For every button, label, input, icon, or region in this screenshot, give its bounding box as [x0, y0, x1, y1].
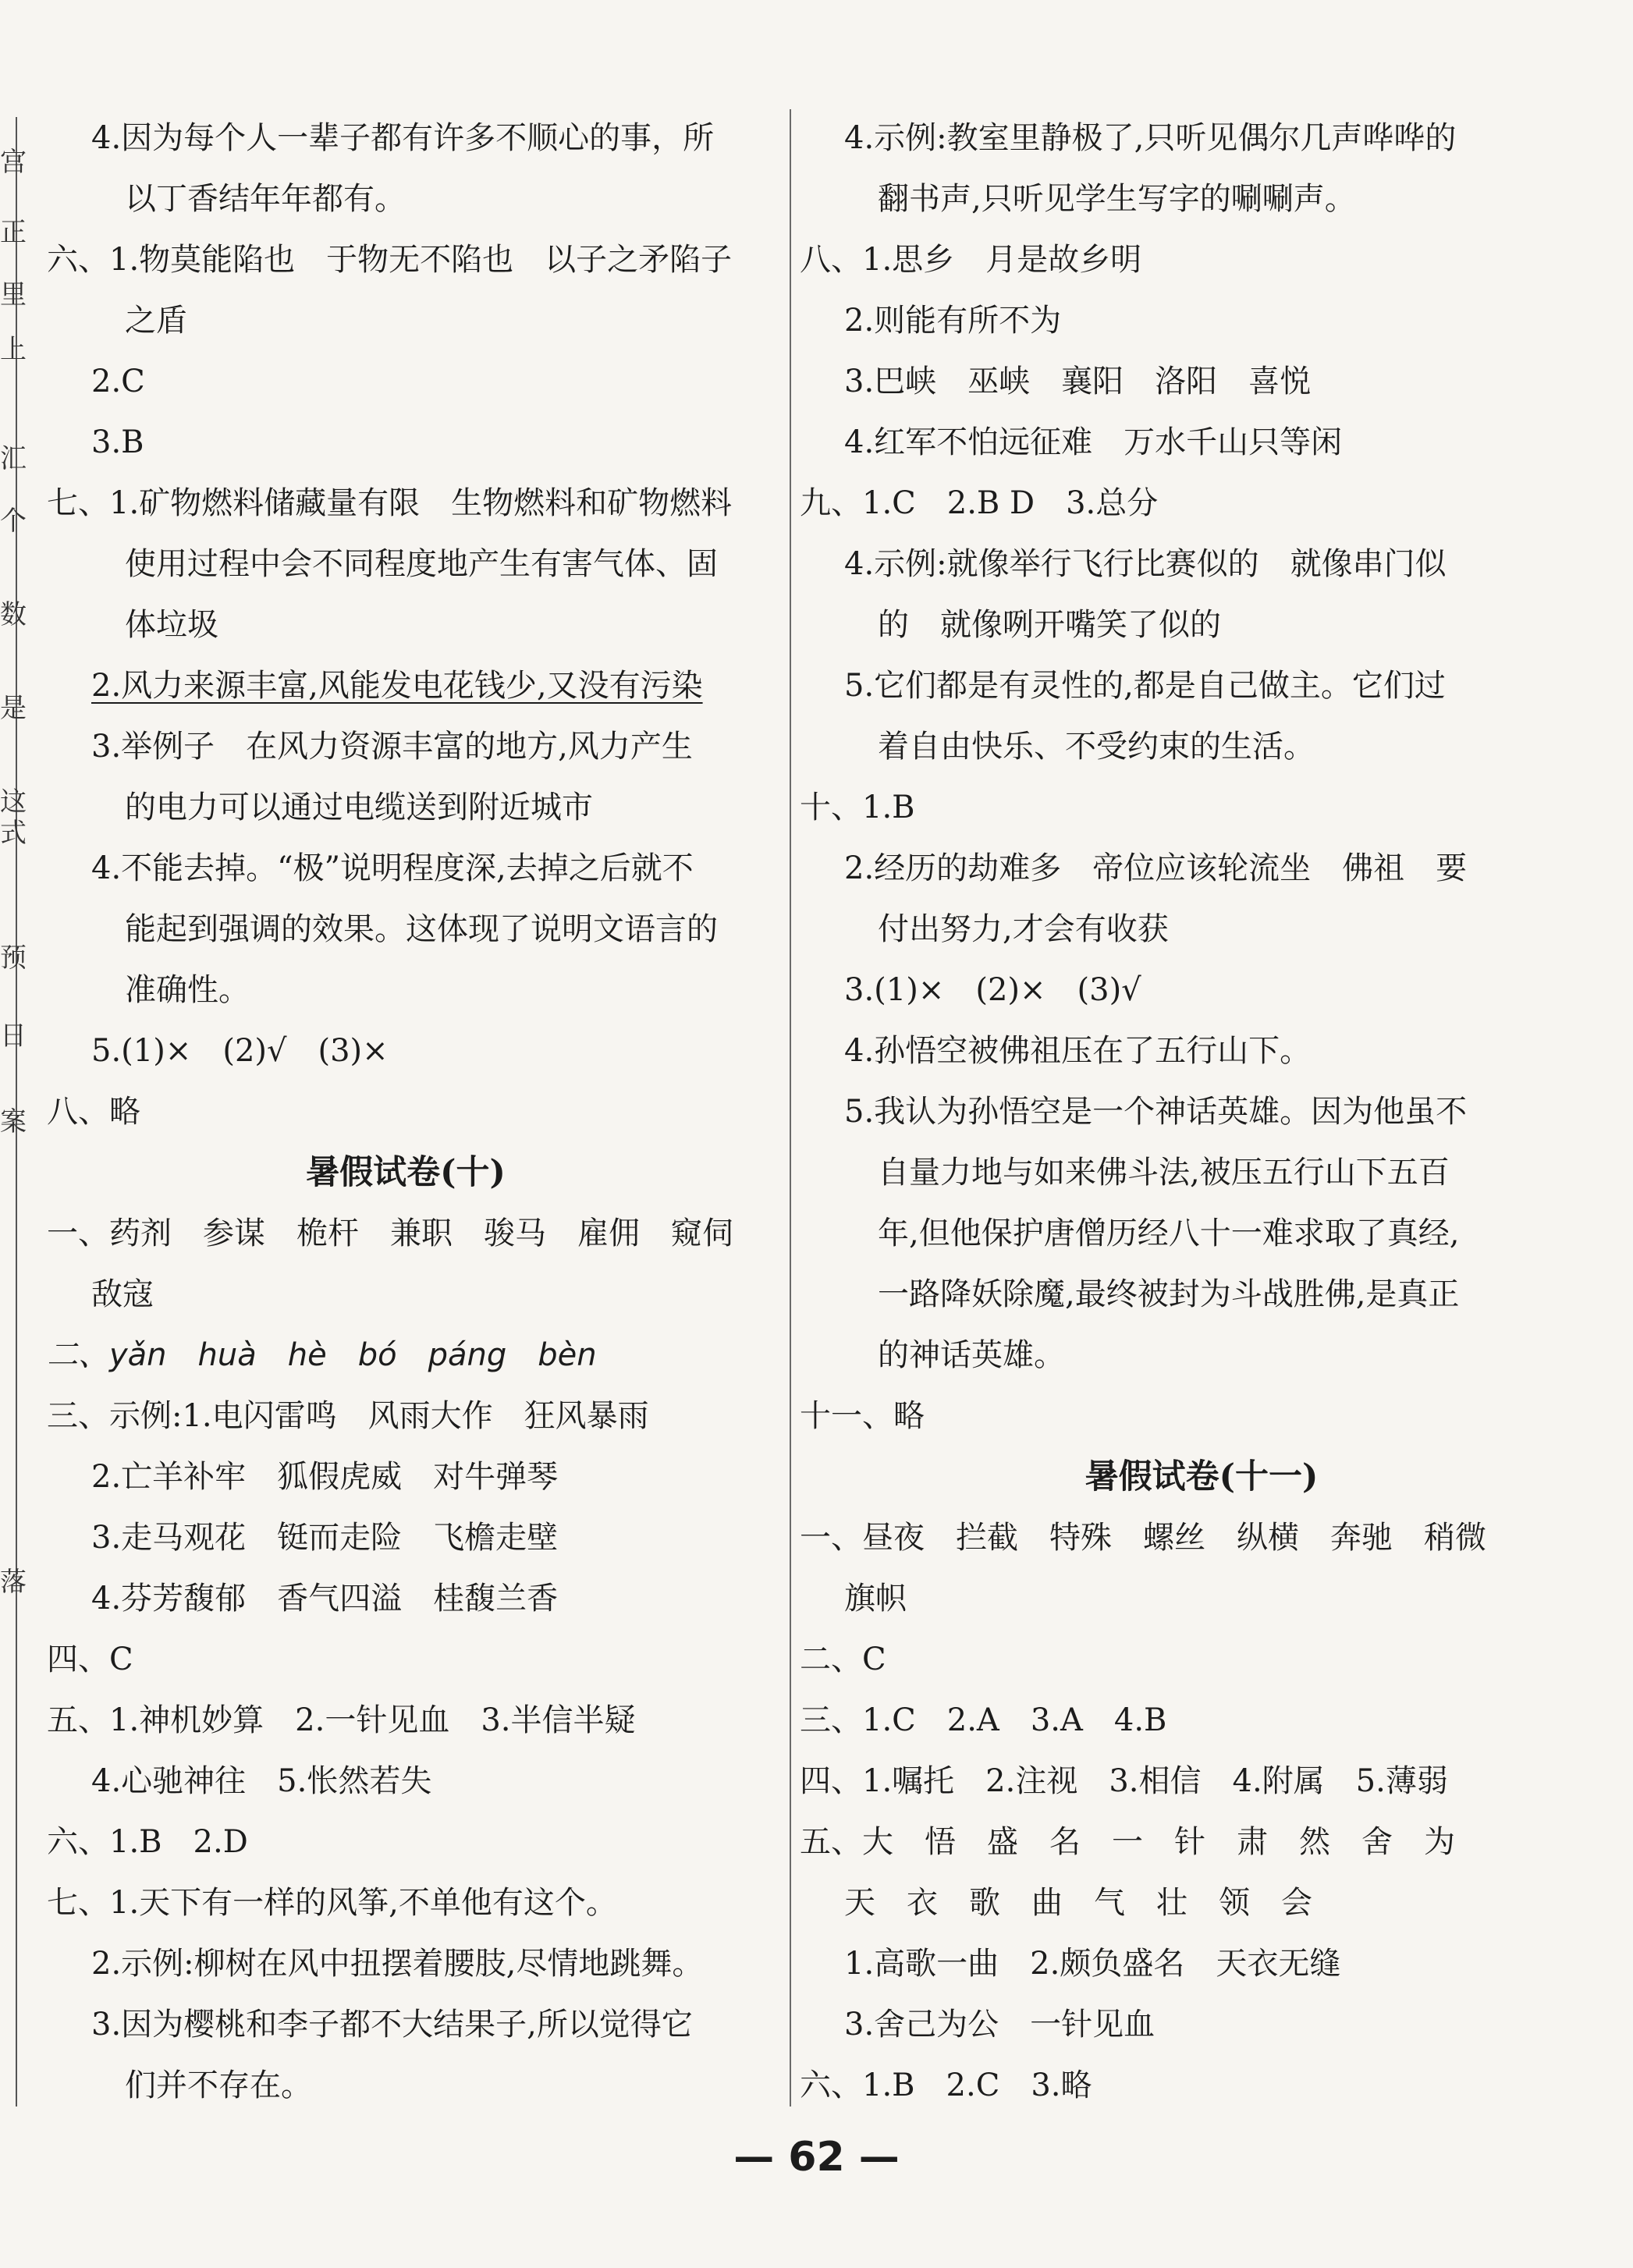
answer-line: 旗帜 — [844, 1581, 907, 1617]
answer-line: 2.亡羊补牢 狐假虎威 对牛弹琴 — [91, 1459, 559, 1495]
edge-char: 预 — [0, 942, 27, 974]
edge-char: 式 — [0, 818, 27, 849]
answer-line: 之盾 — [125, 303, 187, 339]
answer-line: 4.孙悟空被佛祖压在了五行山下。 — [844, 1033, 1312, 1069]
answer-line: 5.(1)× (2)√ (3)× — [91, 1033, 389, 1069]
answer-line: 一路降妖除魔,最终被封为斗战胜佛,是真正 — [878, 1276, 1460, 1312]
edge-char: 宫 — [0, 147, 27, 178]
answer-line: 的电力可以通过电缆送到附近城市 — [125, 790, 593, 825]
answer-line: 体垃圾 — [125, 607, 218, 643]
answer-line: 3.舍己为公 一针见血 — [844, 2007, 1156, 2043]
page-number: — 62 — — [733, 2134, 900, 2181]
answer-line: 4.示例:就像举行飞行比赛似的 就像串门似 — [844, 546, 1447, 582]
answer-line: 二、C — [800, 1642, 886, 1677]
answer-line: 2.风力来源丰富,风能发电花钱少,又没有污染 — [91, 668, 703, 704]
answer-line: 以丁香结年年都有。 — [125, 181, 406, 217]
answer-line: 3.走马观花 铤而走险 飞檐走壁 — [91, 1520, 559, 1556]
answer-line: 一、昼夜 拦截 特殊 螺丝 纵横 奔驰 稍微 — [800, 1520, 1486, 1556]
edge-char: 落 — [0, 1567, 27, 1598]
answer-line: 二、yǎn huà hè bó páng bèn — [47, 1337, 597, 1373]
answer-line: 4.芬芳馥郁 香气四溢 桂馥兰香 — [91, 1581, 559, 1617]
answer-line: 四、1.嘱托 2.注视 3.相信 4.附属 5.薄弱 — [800, 1763, 1448, 1799]
answer-line: 九、1.C 2.B D 3.总分 — [800, 485, 1159, 521]
edge-char: 案 — [0, 1106, 27, 1138]
answer-line: 的神话英雄。 — [878, 1337, 1065, 1373]
answer-line: 使用过程中会不同程度地产生有害气体、固 — [125, 546, 718, 582]
answer-line: 着自由快乐、不受约束的生活。 — [878, 729, 1315, 765]
answer-line: 4.不能去掉。“极”说明程度深,去掉之后就不 — [91, 850, 694, 886]
answer-line: 四、C — [47, 1642, 133, 1677]
answer-line: 年,但他保护唐僧历经八十一难求取了真经, — [878, 1216, 1460, 1251]
answer-line: 三、1.C 2.A 3.A 4.B — [800, 1702, 1167, 1738]
answer-line: 1.高歌一曲 2.颇负盛名 天衣无缝 — [844, 1946, 1341, 1982]
column-divider — [790, 109, 791, 2107]
answer-line: 三、示例:1.电闪雷鸣 风雨大作 狂风暴雨 — [47, 1398, 649, 1434]
left-column — [47, 108, 765, 2116]
answer-line: 能起到强调的效果。这体现了说明文语言的 — [125, 911, 718, 947]
answer-line: 八、1.思乡 月是故乡明 — [800, 242, 1142, 278]
edge-char: 正 — [0, 217, 27, 248]
answer-line: 2.C — [91, 364, 145, 399]
edge-char: 是 — [0, 693, 27, 724]
section-title: 暑假试卷(十一) — [1085, 1457, 1319, 1496]
answer-line: 敌寇 — [91, 1276, 154, 1312]
answer-line: 付出努力,才会有收获 — [878, 911, 1169, 947]
answer-line: 六、1.B 2.C 3.略 — [800, 2067, 1092, 2103]
answer-line: 五、1.神机妙算 2.一针见血 3.半信半疑 — [47, 1702, 636, 1738]
edge-char: 这 — [0, 786, 27, 818]
answer-line: 4.心驰神往 5.怅然若失 — [91, 1763, 432, 1799]
answer-line: 翻书声,只听见学生写字的唰唰声。 — [878, 181, 1356, 217]
answer-line: 4.示例:教室里静极了,只听见偶尔几声哗哗的 — [844, 120, 1457, 156]
answer-line: 六、1.物莫能陷也 于物无不陷也 以子之矛陷子 — [47, 242, 733, 278]
answer-line: 5.它们都是有灵性的,都是自己做主。它们过 — [844, 668, 1446, 704]
answer-line: 3.B — [91, 424, 144, 460]
answer-line: 的 就像咧开嘴笑了似的 — [878, 607, 1221, 643]
section-title: 暑假试卷(十) — [306, 1153, 506, 1192]
answer-line: 3.因为樱桃和李子都不大结果子,所以觉得它 — [91, 2007, 693, 2043]
answer-line: 3.(1)× (2)× (3)√ — [844, 972, 1141, 1008]
answer-line: 3.巴峡 巫峡 襄阳 洛阳 喜悦 — [844, 364, 1312, 399]
edge-char: 汇 — [0, 443, 27, 474]
answer-line: 自量力地与如来佛斗法,被压五行山下五百 — [878, 1155, 1450, 1191]
answer-line: 们并不存在。 — [125, 2067, 312, 2103]
answer-line: 十、1.B — [800, 790, 915, 825]
edge-char: 上 — [0, 334, 27, 365]
answer-line: 天 衣 歌 曲 气 壮 领 会 — [844, 1885, 1312, 1921]
answer-line: 4.因为每个人一辈子都有许多不顺心的事，所 — [91, 120, 715, 156]
edge-char: 数 — [0, 599, 27, 630]
answer-line: 3.举例子 在风力资源丰富的地方,风力产生 — [91, 729, 693, 765]
answer-line: 八、略 — [47, 1094, 140, 1130]
answer-line: 十一、略 — [800, 1398, 925, 1434]
right-column — [800, 108, 1603, 2116]
answer-line: 5.我认为孙悟空是一个神话英雄。因为他虽不 — [844, 1094, 1468, 1130]
edge-char: 个 — [0, 506, 27, 537]
edge-char: 日 — [0, 1020, 27, 1052]
answer-line: 2.则能有所不为 — [844, 303, 1062, 339]
answer-line: 五、大 悟 盛 名 一 针 肃 然 舍 为 — [800, 1824, 1455, 1860]
answer-line: 一、药剂 参谋 桅杆 兼职 骏马 雇佣 窥伺 — [47, 1216, 733, 1251]
answer-line: 七、1.天下有一样的风筝,不单他有这个。 — [47, 1885, 617, 1921]
answer-line: 六、1.B 2.D — [47, 1824, 248, 1860]
edge-char: 里 — [0, 279, 27, 311]
answer-line: 准确性。 — [125, 972, 250, 1008]
answer-line: 七、1.矿物燃料储藏量有限 生物燃料和矿物燃料 — [47, 485, 733, 521]
answer-line: 4.红军不怕远征难 万水千山只等闲 — [844, 424, 1343, 460]
answer-line: 2.示例:柳树在风中扭摆着腰肢,尽情地跳舞。 — [91, 1946, 704, 1982]
answer-line: 2.经历的劫难多 帝位应该轮流坐 佛祖 要 — [844, 850, 1468, 886]
